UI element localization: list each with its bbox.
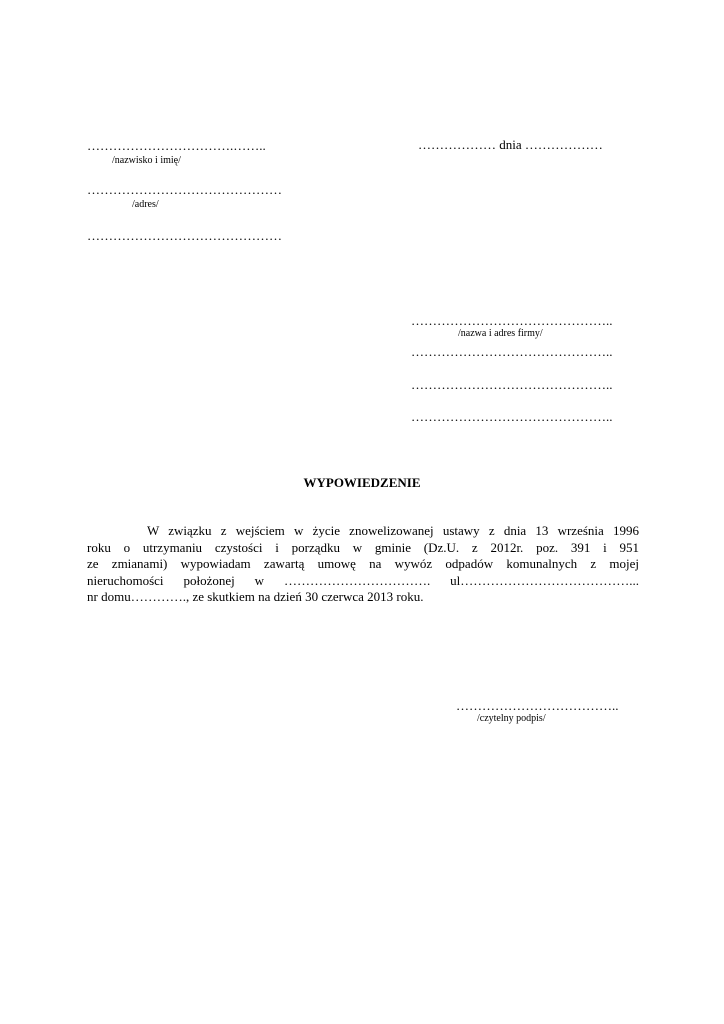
firm-name-field: ……………………………………….. — [411, 313, 613, 328]
body-line: roku o utrzymaniu czystości i porządku w gminie (Dz.U. z 2012r. poz. 391 i 951 — [87, 539, 639, 555]
sender-address-caption: /adres/ — [132, 199, 159, 210]
place-date-field: ……………… dnia ……………… — [418, 137, 603, 152]
sender-address-field: ……………………………………… — [87, 182, 282, 197]
firm-caption: /nazwa i adres firmy/ — [458, 328, 543, 339]
signature-caption: /czytelny podpis/ — [477, 713, 546, 724]
signature-field: ……………………………….. — [456, 698, 619, 713]
sender-name-caption: /nazwisko i imię/ — [112, 155, 181, 166]
body-line: W związku z wejściem w życie znowelizowanej ustawy z dnia 13 września 1996 — [147, 523, 639, 538]
firm-address-line2-field: ……………………………………….. — [411, 377, 613, 392]
body-line: ze zmianami) wypowiadam zawartą umowę na wywóz odpadów komunalnych z mojej — [87, 556, 639, 571]
document-title: WYPOWIEDZENIE — [303, 475, 421, 490]
sender-name-field: …………………………….…….. — [87, 138, 266, 153]
body-line: nr domu…………., ze skutkiem na dzień 30 czerwca 2013 roku. — [87, 589, 424, 604]
body-line: nieruchomości położonej w ……………………………. ul…………………………………... — [87, 572, 639, 588]
document-body — [87, 523, 639, 606]
firm-address-line1-field: ……………………………………….. — [411, 344, 613, 359]
sender-address-line2-field: ……………………………………… — [87, 228, 282, 243]
firm-address-line3-field: ……………………………………….. — [411, 409, 613, 424]
